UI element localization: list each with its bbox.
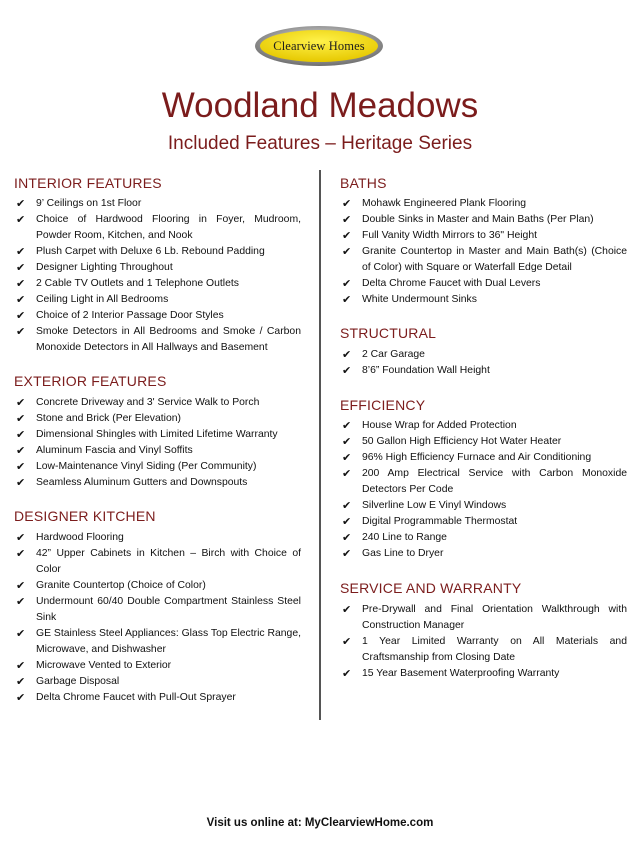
checkmark-icon: ✔ xyxy=(342,436,352,448)
list-item: ✔ Full Vanity Width Mirrors to 36" Height xyxy=(342,230,537,242)
checkmark-icon: ✔ xyxy=(16,477,26,489)
list-item: ✔ 42” Upper Cabinets in Kitchen – Birch with Choice of Color xyxy=(16,548,301,575)
list-item: ✔ Delta Chrome Faucet with Dual Levers xyxy=(342,278,541,290)
checkmark-icon: ✔ xyxy=(16,310,26,322)
section-heading-interior: INTERIOR FEATURES xyxy=(14,175,162,191)
checkmark-icon: ✔ xyxy=(16,413,26,425)
checkmark-icon: ✔ xyxy=(342,532,352,544)
list-item: ✔ Delta Chrome Faucet with Pull-Out Sprayer xyxy=(16,692,236,704)
kitchen-features-list xyxy=(14,530,301,706)
list-item: ✔ Silverline Low E Vinyl Windows xyxy=(342,500,507,512)
checkmark-icon: ✔ xyxy=(16,262,26,274)
list-item: ✔ Undermount 60/40 Double Compartment Stainless Steel Sink xyxy=(16,596,301,623)
list-item: ✔ 15 Year Basement Waterproofing Warranty xyxy=(342,668,560,680)
checkmark-icon: ✔ xyxy=(342,230,352,242)
list-item: ✔ Microwave Vented to Exterior xyxy=(16,660,172,672)
checkmark-icon: ✔ xyxy=(342,365,352,377)
list-item: ✔ Plush Carpet with Deluxe 6 Lb. Rebound Padding xyxy=(16,246,265,258)
list-item: ✔ Smoke Detectors in All Bedrooms and Smoke / Carbon Monoxide Detectors in All Hallways and Basement xyxy=(16,326,301,353)
checkmark-icon: ✔ xyxy=(16,461,26,473)
checkmark-icon: ✔ xyxy=(342,420,352,432)
exterior-features-list xyxy=(14,395,301,491)
checkmark-icon: ✔ xyxy=(16,278,26,290)
checkmark-icon: ✔ xyxy=(342,668,352,680)
list-item: ✔ 50 Gallon High Efficiency Hot Water Heater xyxy=(342,436,562,448)
page-title: Woodland Meadows xyxy=(161,86,479,125)
list-item: ✔ Double Sinks in Master and Main Baths (Per Plan) xyxy=(342,214,594,226)
checkmark-icon: ✔ xyxy=(16,294,26,306)
list-item: ✔ Granite Countertop in Master and Main Bath(s) (Choice of Color) with Square or Waterfall Edge Detail xyxy=(342,246,627,273)
checkmark-icon: ✔ xyxy=(342,349,352,361)
checkmark-icon: ✔ xyxy=(16,532,26,544)
checkmark-icon: ✔ xyxy=(342,468,352,480)
baths-features-list xyxy=(340,196,627,308)
checkmark-icon: ✔ xyxy=(342,294,352,306)
checkmark-icon: ✔ xyxy=(342,198,352,210)
list-item: ✔ 1 Year Limited Warranty on All Materials and Craftsmanship from Closing Date xyxy=(342,636,627,663)
section-heading-structural: STRUCTURAL xyxy=(340,325,437,341)
checkmark-icon: ✔ xyxy=(16,548,26,560)
checkmark-icon: ✔ xyxy=(16,628,26,640)
section-heading-baths: BATHS xyxy=(340,175,387,191)
checkmark-icon: ✔ xyxy=(16,198,26,210)
list-item: ✔ House Wrap for Added Protection xyxy=(342,420,517,432)
checkmark-icon: ✔ xyxy=(16,246,26,258)
list-item: ✔ 2 Car Garage xyxy=(342,349,425,361)
checkmark-icon: ✔ xyxy=(342,500,352,512)
section-heading-exterior: EXTERIOR FEATURES xyxy=(14,373,167,389)
checkmark-icon: ✔ xyxy=(16,445,26,457)
list-item: ✔ Aluminum Fascia and Vinyl Soffits xyxy=(16,445,193,457)
structural-features-list xyxy=(340,347,627,379)
section-heading-kitchen: DESIGNER KITCHEN xyxy=(14,508,156,524)
list-item: ✔ White Undermount Sinks xyxy=(342,294,477,306)
checkmark-icon: ✔ xyxy=(342,516,352,528)
checkmark-icon: ✔ xyxy=(16,580,26,592)
list-item: ✔ Hardwood Flooring xyxy=(16,532,124,544)
list-item: ✔ 8’6” Foundation Wall Height xyxy=(342,365,490,377)
list-item: ✔ 240 Line to Range xyxy=(342,532,447,544)
checkmark-icon: ✔ xyxy=(16,429,26,441)
page-subtitle: Included Features – Heritage Series xyxy=(167,133,473,154)
list-item: ✔ Gas Line to Dryer xyxy=(342,548,444,560)
checkmark-icon: ✔ xyxy=(16,397,26,409)
checkmark-icon: ✔ xyxy=(342,214,352,226)
list-item: ✔ Choice of Hardwood Flooring in Foyer, Mudroom, Powder Room, Kitchen, and Nook xyxy=(16,214,301,241)
checkmark-icon: ✔ xyxy=(342,604,352,616)
checkmark-icon: ✔ xyxy=(342,636,352,648)
list-item: ✔ Granite Countertop (Choice of Color) xyxy=(16,580,206,592)
footer-website: Visit us online at: MyClearviewHome.com xyxy=(206,817,434,829)
list-item: ✔ Digital Programmable Thermostat xyxy=(342,516,518,528)
list-item: ✔ 200 Amp Electrical Service with Carbon Monoxide Detectors Per Code xyxy=(342,468,627,495)
list-item: ✔ Ceiling Light in All Bedrooms xyxy=(16,294,169,306)
section-heading-warranty: SERVICE AND WARRANTY xyxy=(340,580,522,596)
list-item: ✔ Seamless Aluminum Gutters and Downspouts xyxy=(16,477,248,489)
list-item: ✔ Concrete Driveway and 3' Service Walk to Porch xyxy=(16,397,260,409)
checkmark-icon: ✔ xyxy=(16,326,26,338)
checkmark-icon: ✔ xyxy=(16,676,26,688)
list-item: ✔ Dimensional Shingles with Limited Lifetime Warranty xyxy=(16,429,278,441)
checkmark-icon: ✔ xyxy=(16,692,26,704)
list-item: ✔ Pre-Drywall and Final Orientation Walkthrough with Construction Manager xyxy=(342,604,627,631)
logo-text: Clearview Homes xyxy=(273,38,365,53)
checkmark-icon: ✔ xyxy=(16,596,26,608)
checkmark-icon: ✔ xyxy=(16,214,26,226)
checkmark-icon: ✔ xyxy=(342,548,352,560)
efficiency-features-list xyxy=(340,418,627,562)
interior-features-list xyxy=(14,196,301,356)
list-item: ✔ Designer Lighting Throughout xyxy=(16,262,173,274)
checkmark-icon: ✔ xyxy=(342,246,352,258)
list-item: ✔ Low-Maintenance Vinyl Siding (Per Community) xyxy=(16,461,257,473)
list-item: ✔ 2 Cable TV Outlets and 1 Telephone Outlets xyxy=(16,278,239,290)
list-item: ✔ 96% High Efficiency Furnace and Air Conditioning xyxy=(342,452,592,464)
warranty-features-list xyxy=(340,602,627,682)
list-item: ✔ Choice of 2 Interior Passage Door Styles xyxy=(16,310,224,322)
checkmark-icon: ✔ xyxy=(342,452,352,464)
checkmark-icon: ✔ xyxy=(342,278,352,290)
column-divider xyxy=(319,170,321,720)
list-item: ✔ Stone and Brick (Per Elevation) xyxy=(16,413,181,425)
list-item: ✔ GE Stainless Steel Appliances: Glass Top Electric Range, Microwave, and Dishwasher xyxy=(16,628,301,655)
checkmark-icon: ✔ xyxy=(16,660,26,672)
section-heading-efficiency: EFFICIENCY xyxy=(340,397,426,413)
list-item: ✔ 9’ Ceilings on 1st Floor xyxy=(16,198,142,210)
list-item: ✔ Mohawk Engineered Plank Flooring xyxy=(342,198,527,210)
list-item: ✔ Garbage Disposal xyxy=(16,676,120,688)
